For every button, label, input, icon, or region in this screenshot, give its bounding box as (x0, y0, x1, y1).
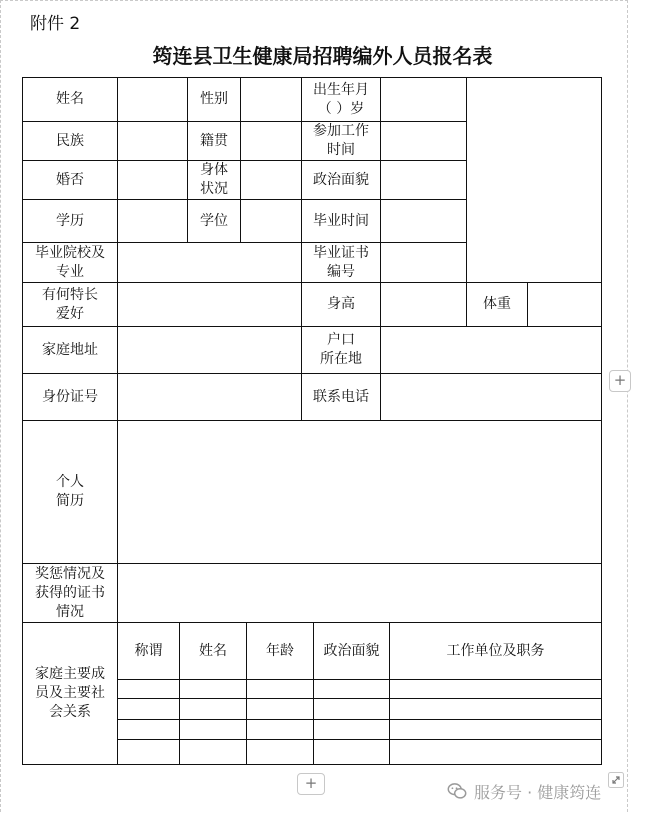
label-height: 身高 (327, 296, 355, 312)
label-ethnicity: 民族 (56, 132, 84, 149)
label-work-start: 参加工作 时间 (313, 123, 369, 158)
add-column-button[interactable]: + (609, 370, 631, 392)
label-political: 政治面貌 (313, 171, 369, 188)
label-native-place: 籍贯 (200, 132, 228, 149)
label-household: 户口 所在地 (320, 332, 362, 367)
wechat-icon (446, 780, 468, 802)
label-school-major: 毕业院校及 专业 (35, 244, 105, 280)
label-degree: 学位 (200, 212, 228, 229)
label-name: 姓名 (56, 91, 84, 107)
family-header-age: 年龄 (266, 642, 294, 659)
attachment-label: 附件 2 (30, 14, 81, 34)
label-health: 身体 状况 (200, 162, 228, 197)
label-address: 家庭地址 (42, 341, 98, 358)
label-id-number: 身份证号 (42, 388, 98, 405)
watermark (446, 780, 601, 802)
resize-handle-icon[interactable] (608, 772, 624, 788)
label-education: 学历 (56, 212, 84, 229)
label-weight: 体重 (483, 296, 511, 312)
label-awards: 奖惩情况及 获得的证书 情况 (35, 565, 105, 620)
watermark-text: 服务号 · 健康筠连 (474, 782, 602, 802)
family-header-relation: 称谓 (134, 642, 163, 659)
add-row-button[interactable]: + (297, 773, 325, 795)
family-header-political: 政治面貌 (323, 642, 380, 659)
label-specialty: 有何特长 爱好 (42, 286, 98, 322)
family-header-employer: 工作单位及职务 (446, 642, 545, 659)
label-graduation-time: 毕业时间 (313, 212, 369, 229)
label-family: 家庭主要成 员及主要社 会关系 (35, 666, 105, 720)
family-header-name: 姓名 (199, 642, 227, 659)
label-marital: 婚否 (56, 171, 84, 188)
label-resume: 个人 简历 (56, 474, 84, 509)
label-certificate-no: 毕业证书 编号 (313, 244, 369, 280)
form-title: 筠连县卫生健康局招聘编外人员报名表 (152, 44, 493, 68)
label-gender: 性别 (200, 91, 228, 107)
label-birth: 出生年月 （ ）岁 (313, 81, 369, 117)
label-phone: 联系电话 (313, 388, 369, 405)
